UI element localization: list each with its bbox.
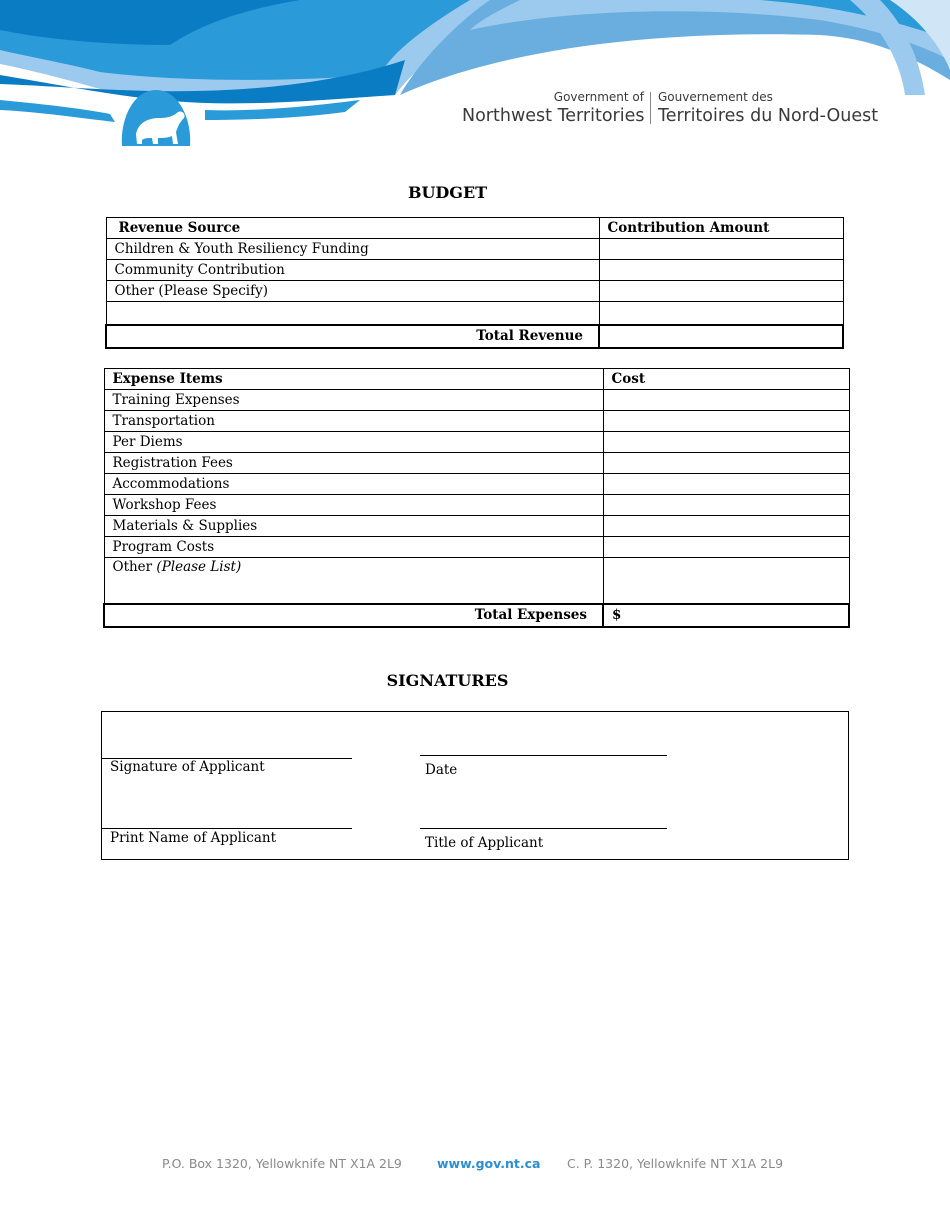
expense-item-cell: Training Expenses — [104, 390, 603, 411]
date-label: Date — [425, 762, 458, 778]
cost-cell[interactable] — [603, 516, 849, 537]
contribution-amount-cell[interactable] — [599, 302, 843, 326]
table-row — [106, 239, 843, 260]
gov-name-english — [462, 90, 644, 127]
cost-cell[interactable] — [603, 432, 849, 453]
expense-other-label: Other — [112, 559, 157, 575]
cost-cell[interactable] — [603, 474, 849, 495]
expenses-header-row — [104, 369, 849, 390]
cost-cell[interactable] — [603, 390, 849, 411]
gov-name-french — [658, 90, 878, 127]
contribution-amount-cell[interactable] — [599, 239, 843, 260]
contribution-amount-cell[interactable] — [599, 260, 843, 281]
expense-item-cell: Per Diems — [104, 432, 603, 453]
revenue-source-cell: Community Contribution — [106, 260, 599, 281]
revenue-source-header: Revenue Source — [106, 218, 599, 239]
expense-item-cell: Accommodations — [104, 474, 603, 495]
table-row — [104, 558, 849, 605]
table-row — [104, 495, 849, 516]
table-row — [104, 432, 849, 453]
table-row — [106, 302, 843, 326]
cost-cell[interactable] — [603, 537, 849, 558]
revenue-source-cell[interactable] — [106, 302, 599, 326]
revenue-source-cell: Children & Youth Resiliency Funding — [106, 239, 599, 260]
cost-cell[interactable] — [603, 558, 849, 605]
print-name-label: Print Name of Applicant — [110, 830, 277, 846]
expense-other-hint: (Please List) — [156, 559, 242, 575]
gov-fr-small: Gouvernement des — [658, 90, 773, 104]
signature-box — [101, 711, 849, 860]
revenue-table — [105, 217, 844, 349]
revenue-source-cell: Other (Please Specify) — [106, 281, 599, 302]
footer-address-en: P.O. Box 1320, Yellowknife NT X1A 2L9 — [162, 1156, 402, 1171]
print-name-line[interactable] — [102, 828, 352, 829]
gov-en-big: Northwest Territories — [462, 106, 645, 126]
contribution-amount-header: Contribution Amount — [599, 218, 843, 239]
table-row — [104, 516, 849, 537]
gov-en-small: Government of — [553, 90, 644, 104]
table-row — [104, 390, 849, 411]
expense-item-cell: Transportation — [104, 411, 603, 432]
expense-items-header: Expense Items — [104, 369, 603, 390]
total-revenue-row — [106, 325, 843, 348]
cost-cell[interactable] — [603, 411, 849, 432]
footer-website-link[interactable]: www.gov.nt.ca — [437, 1156, 541, 1171]
total-revenue-value[interactable] — [599, 325, 843, 348]
table-row — [104, 537, 849, 558]
date-line[interactable] — [420, 755, 667, 756]
cost-cell[interactable] — [603, 453, 849, 474]
table-row — [104, 474, 849, 495]
expense-item-cell: Materials & Supplies — [104, 516, 603, 537]
total-expenses-row — [104, 604, 849, 627]
gov-name-divider — [650, 92, 651, 124]
table-row — [106, 281, 843, 302]
title-label: Title of Applicant — [425, 835, 544, 851]
total-expenses-label: Total Expenses — [104, 604, 603, 627]
expense-item-cell: Program Costs — [104, 537, 603, 558]
gov-fr-big: Territoires du Nord-Ouest — [658, 106, 879, 126]
title-line[interactable] — [420, 828, 667, 829]
revenue-header-row — [106, 218, 843, 239]
total-expenses-value[interactable]: $ — [603, 604, 849, 627]
budget-title: BUDGET — [407, 183, 488, 202]
expense-item-cell: Workshop Fees — [104, 495, 603, 516]
table-row — [104, 411, 849, 432]
signatures-title: SIGNATURES — [386, 671, 509, 690]
expense-other-cell[interactable] — [104, 558, 603, 605]
polar-bear-logo — [120, 88, 192, 148]
table-row — [104, 453, 849, 474]
table-row — [106, 260, 843, 281]
total-revenue-label: Total Revenue — [106, 325, 599, 348]
signature-label: Signature of Applicant — [110, 759, 265, 775]
contribution-amount-cell[interactable] — [599, 281, 843, 302]
polar-bear-icon — [120, 88, 192, 148]
cost-cell[interactable] — [603, 495, 849, 516]
expenses-table — [103, 368, 850, 628]
cost-header: Cost — [603, 369, 849, 390]
footer-address-fr: C. P. 1320, Yellowknife NT X1A 2L9 — [567, 1156, 784, 1171]
expense-item-cell: Registration Fees — [104, 453, 603, 474]
